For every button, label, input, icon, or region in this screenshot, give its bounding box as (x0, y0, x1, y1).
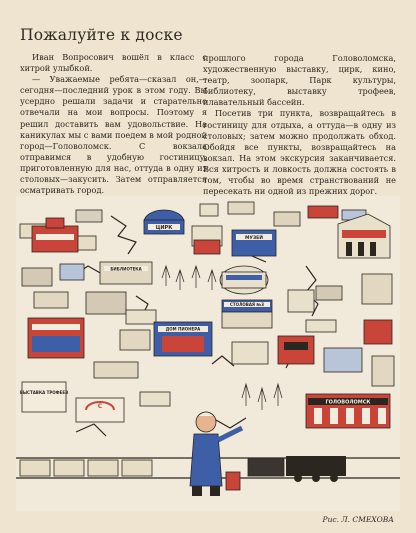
paragraph: Иван Вопросович вошёл в класс с хитрой улыбкой. (20, 52, 207, 74)
canteen-1 (28, 318, 84, 358)
circus-building (144, 210, 184, 234)
paragraph: Посетив три пункта, возвращайтесь в гостиницу для отдыха, а оттуда—в одну из столовых; затем можно продолжать обход. Обойдя все пункты, возвращайтесь на вокзал. На этом экскурсия заканчивается. Вся хитрость и ловкость должна состоять в том, чтобы во время странствований не пересекать ни одной из прежних дорог. (203, 108, 396, 197)
svg-text:C: C (97, 403, 103, 410)
right-column (203, 53, 396, 208)
paragraph: — Уважаемые ребята—сказал он,—сегодня—последний урок в этом году. Вы усердно решали задачи и старательно отвечали на мои вопросы. Поэтому я решил доставить вам удовольствие. На каникулах мы с вами поедем в мой родной город—Головоломск. С вокзала отправимся в удобную гостиницу, приготовленную для нас, оттуда в одну из столовых—закусить. Затем отправляется осматривать город. (20, 74, 207, 196)
library-label: БИБЛИОТЕКА (110, 266, 142, 272)
museum-building (192, 226, 276, 256)
station-building (306, 394, 390, 428)
left-column (20, 52, 207, 218)
museum-label: МУЗЕЙ (245, 236, 263, 241)
city-map-illustration (16, 196, 400, 511)
page-title: Пожалуйте к доске (20, 26, 183, 44)
canteen3-label: СТОЛОВАЯ №3 (230, 302, 264, 307)
canteen-3 (222, 300, 272, 328)
trophy-label: ВЫСТАВКА ТРОФЕЕВ (19, 390, 69, 395)
paragraph: прошлого города Головоломска, художественную выставку, цирк, кино, театр, зоопарк, Парк культуры, библиотеку, выставку трофеев, плавательный бассейн. (203, 53, 396, 108)
pioneer-label: ДОМ ПИОНЕРА (165, 326, 201, 332)
canteen-round (220, 266, 268, 294)
illustration-credit: Рис. Л. СМЕХОВА (322, 515, 394, 524)
circus-label: ЦИРК (155, 225, 173, 231)
station-label: ГОЛОВОЛОМСК (325, 399, 371, 406)
